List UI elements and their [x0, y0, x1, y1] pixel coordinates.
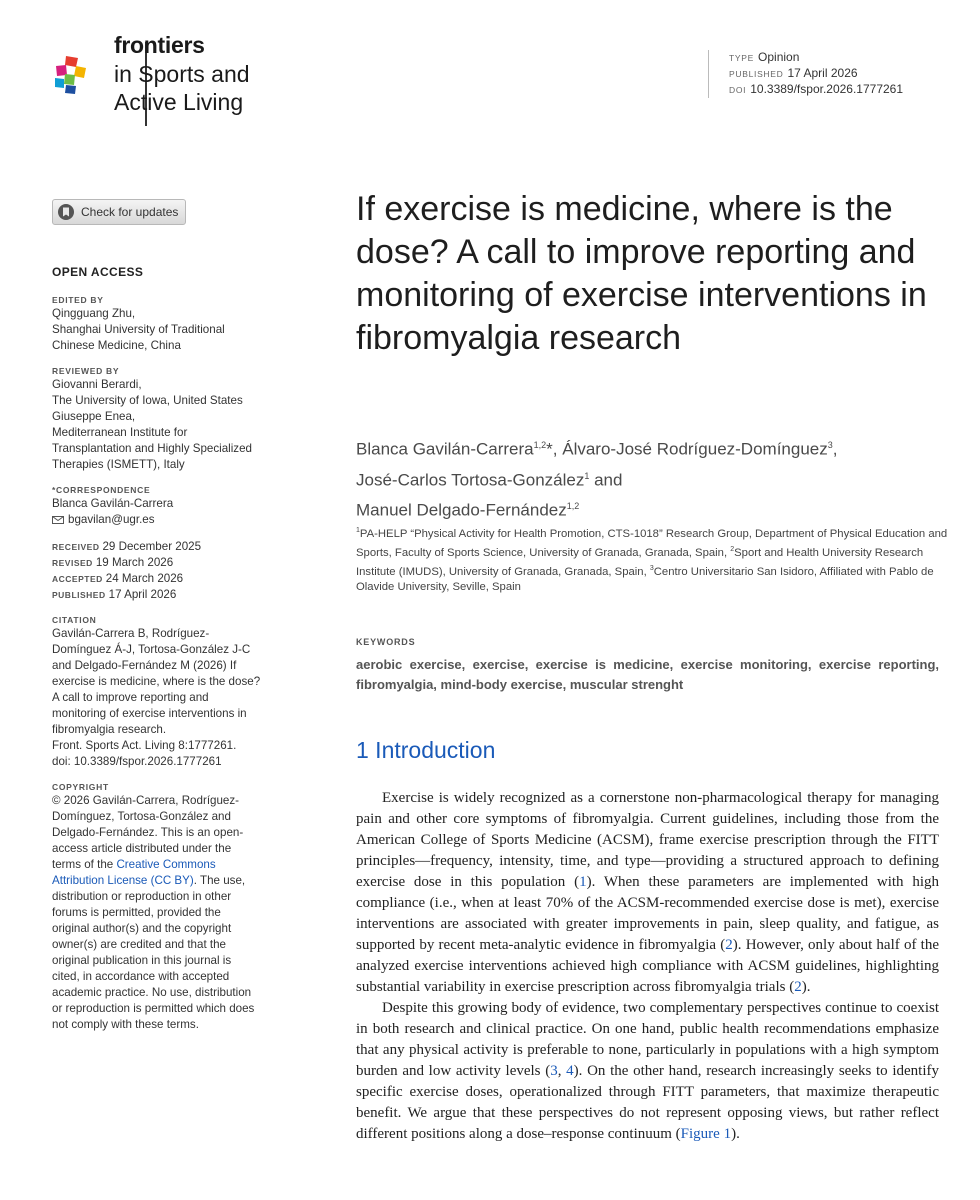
meta-type [729, 50, 903, 66]
article-body [356, 788, 939, 1145]
body-text-run: ). [801, 979, 811, 995]
affiliation-number: 2 [730, 545, 735, 553]
cc-by-license-link[interactable]: Creative Commons Attribution License (CC BY) [52, 858, 216, 887]
reference-link[interactable]: 3 [550, 1063, 558, 1079]
affiliation-number: 3 [649, 564, 654, 572]
frontiers-logo-icon [52, 54, 88, 94]
keywords-list: aerobic exercise, exercise, exercise is medicine, exercise monitoring, exercise reporting, fibromyalgia, mind-body exercise, muscular strenght [356, 657, 939, 692]
body-text-run: ). [731, 1126, 740, 1142]
author-list: Blanca Gavilán-Carrera$^{1,2}$*, Álvaro-José Rodríguez-Domínguez$^3$, José-Carlos Tortosa-González$^1$ and Manuel Delgado-Fernández$^{1,2}$ [356, 439, 838, 520]
journal-logo[interactable] [48, 32, 288, 128]
reference-link[interactable]: Figure 1 [680, 1126, 732, 1142]
check-for-updates-button[interactable] [52, 199, 186, 225]
date-revised-value: 19 March 2026 [95, 556, 174, 569]
check-for-updates-label: Check for updates [81, 205, 179, 219]
corresponding-mark: * [546, 439, 553, 459]
bookmark-update-icon [57, 203, 75, 221]
correspondence-label: *CORRESPONDENCE [52, 485, 151, 495]
meta-published-value: 17 April 2026 [787, 66, 858, 80]
correspondence-block [52, 484, 292, 528]
correspondence-name: Blanca Gavilán-Carrera [52, 497, 174, 510]
copyright-text-pre: © 2026 Gavilán-Carrera, Rodríguez- Domínguez, Tortosa-González and Delgado-Fernández. This is an open- access article distributed under the terms of the [52, 794, 244, 871]
copyright-text-post: . The use, distribution or reproduction in other forums is permitted, provided the original author(s) and the copyright owner(s) are credited and that the original publication in this journal is cited, in accordance with accepted academic practice. No use, distribution or reproduction is permitted which does not comply with these terms. [52, 874, 255, 1031]
affiliation-number: 1 [356, 527, 360, 534]
affiliation-text: PA-HELP “Physical Activity for Health Promotion, CTS-1018” Research Group, Department of Physical Education and Sports, Faculty of Sports Science, University of Granada, Granada, Spain, [356, 527, 948, 559]
keywords-label: KEYWORDS [356, 637, 416, 647]
author-affiliation-sup: 1,2 [566, 501, 580, 512]
copyright-block [52, 781, 292, 1033]
affiliations [356, 523, 956, 595]
author-name[interactable]: Blanca Gavilán-Carrera [356, 439, 534, 459]
correspondence-email-row [52, 512, 292, 528]
date-received-value: 29 December 2025 [102, 540, 202, 553]
copyright-label: COPYRIGHT [52, 782, 109, 792]
edited-by-block [52, 294, 292, 354]
citation-label: CITATION [52, 615, 97, 625]
section-heading-introduction: 1 Introduction [356, 737, 496, 763]
date-received-label: RECEIVED [52, 542, 100, 552]
body-text-run: , [557, 1063, 567, 1079]
meta-type-label: TYPE [729, 53, 755, 63]
meta-doi [729, 82, 903, 98]
citation-text: Gavilán-Carrera B, Rodríguez- Domínguez Á-J, Tortosa-González J-C and Delgado-Fernández M (2026) If exercise is medicine, where is the dose? A call to improve reporting and monitoring of exercise interventions in fibromyalgia research. Front. Sports Act. Living 8:1777261. doi: 10.3389/fspor.2026.1777261 [52, 627, 261, 768]
reviewed-by-label: REVIEWED BY [52, 366, 120, 376]
citation-block [52, 614, 292, 770]
reference-link[interactable]: 2 [794, 979, 802, 995]
date-published [52, 587, 292, 603]
date-published-label: PUBLISHED [52, 590, 106, 600]
author-affiliation-sup: 3 [827, 440, 833, 450]
author-name[interactable]: Manuel Delgado-Fernández [356, 500, 567, 520]
date-revised-label: REVISED [52, 558, 93, 568]
article-title: If exercise is medicine, where is the dose? A call to improve reporting and monitoring of exercise interventions in fibromyalgia research [356, 190, 927, 357]
reference-link[interactable]: 1 [579, 874, 587, 890]
body-text-run: ). However, only about half of the analyzed exercise interventions achieved high compliance with ACSM guidelines, highlighting substantial variability in exercise prescription across fibromyalgia trials ( [356, 937, 939, 995]
meta-doi-value[interactable]: 10.3389/fspor.2026.1777261 [750, 82, 904, 96]
body-text-run: ). On the other hand, research increasingly seeks to identify specific exercise doses, operationalized through FITT parameters, that maximize therapeutic benefit. We argue that these perspectives do not represent opposing views, but rather reflect different positions along a dose–response continuum ( [356, 1063, 940, 1142]
author-name[interactable]: José-Carlos Tortosa-González [356, 470, 585, 490]
body-text-run: Exercise is widely recognized as a cornerstone non-pharmacological therapy for managing pain and other core symptoms of fibromyalgia. Current guidelines, including those from the American College of Sports Medicine (ACSM), frame exercise prescription through the FITT principles—frequency, intensity, time, and type—providing a structured approach to defining exercise dose in this population ( [356, 790, 939, 890]
date-accepted [52, 571, 292, 587]
author-affiliation-sup: 1,2 [533, 440, 547, 450]
dates-block [52, 539, 292, 603]
affiliation-text: Centro Universitario San Isidoro, Affiliated with Pablo de Olavide University, Seville, Spain [356, 565, 934, 594]
author-name[interactable]: Álvaro-José Rodríguez-Domínguez [562, 439, 828, 459]
body-text-run: Despite this growing body of evidence, two complementary perspectives continue to coexist in both research and clinical practice. On one hand, public health recommendations emphasize that any physical activity is preferable to none, particularly in populations with a high symptom burden and low activity levels ( [356, 1000, 939, 1079]
paragraph-1 [356, 788, 939, 998]
article-sidebar [52, 264, 292, 1044]
open-access-label: OPEN ACCESS [52, 265, 144, 279]
author-affiliation-sup: 1 [584, 470, 590, 481]
affiliation-text: Sport and Health University Research Institute (IMUDS), University of Granada, Granada, Spain, [356, 546, 924, 578]
date-accepted-label: ACCEPTED [52, 574, 103, 584]
reference-link[interactable]: 4 [566, 1063, 574, 1079]
meta-type-value: Opinion [758, 50, 800, 64]
body-text-run: ). When these parameters are implemented with high compliance (i.e., when at least 70% of the ACSM-recommended exercise dose is met), exercise interventions are associated with greater improvements in pain, sleep quality, and fatigue, as supported by recent meta-analytic evidence in fibromyalgia ( [356, 874, 940, 953]
reference-link[interactable]: 2 [725, 937, 733, 953]
meta-published [729, 66, 903, 82]
reviewed-by-text: Giovanni Berardi, The University of Iowa, United States Giuseppe Enea, Mediterranean Institute for Transplantation and Highly Specialized Therapies (ISMETT), Italy [52, 378, 253, 471]
reviewed-by-block [52, 365, 292, 473]
journal-name-line1: in Sports and [114, 61, 250, 87]
journal-brand: frontiers [114, 32, 205, 58]
journal-name [114, 60, 250, 116]
date-revised [52, 555, 292, 571]
paragraph-2 [356, 998, 939, 1145]
correspondence-email[interactable]: bgavilan@ugr.es [68, 513, 155, 526]
envelope-icon [52, 516, 64, 524]
date-received [52, 539, 292, 555]
meta-published-label: PUBLISHED [729, 69, 784, 79]
date-published-value: 17 April 2026 [108, 588, 177, 601]
date-accepted-value: 24 March 2026 [105, 572, 184, 585]
edited-by-text: Qingguang Zhu, Shanghai University of Traditional Chinese Medicine, China [52, 307, 225, 352]
copyright-text [52, 793, 292, 1033]
journal-name-line2: Active Living [114, 89, 244, 115]
article-meta [708, 50, 903, 98]
edited-by-label: EDITED BY [52, 295, 104, 305]
meta-doi-label: DOI [729, 85, 747, 95]
